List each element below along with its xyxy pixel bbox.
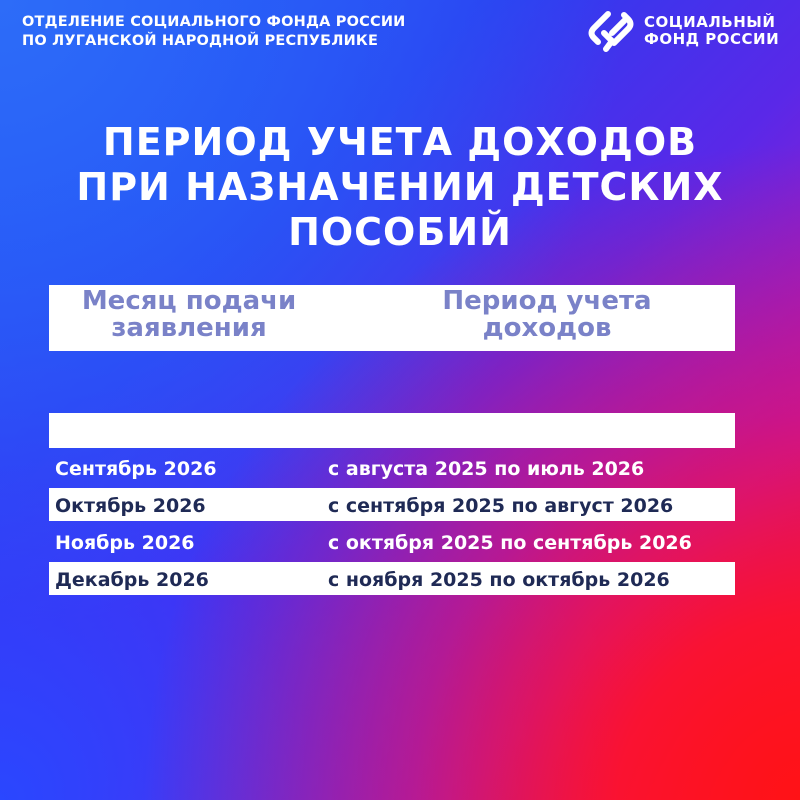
sfr-logo-icon [586,6,636,56]
row-period: с ноября 2025 по октябрь 2026 [328,569,670,591]
page-title [0,120,800,255]
row-month: Декабрь 2026 [55,569,209,591]
table-row [49,488,735,521]
column-header-month-line-1: Месяц подачи [81,286,297,316]
table-row [49,562,735,595]
row-period: с сентября 2025 по август 2026 [328,495,674,517]
row-month: Сентябрь 2026 [55,458,217,480]
row-period: с августа 2025 по июль 2026 [328,458,645,480]
organization-name [22,13,442,51]
column-header-period [382,288,712,342]
row-period: с октября 2025 по сентябрь 2026 [328,532,692,554]
row-month: Октябрь 2026 [55,495,206,517]
table-separator-bar [49,413,735,448]
logo-text-line-2: ФОНД РОССИИ [644,30,780,48]
logo-text-line-1: СОЦИАЛЬНЫЙ [644,13,776,31]
organization-line-2: ПО ЛУГАНСКОЙ НАРОДНОЙ РЕСПУБЛИКЕ [22,33,379,49]
column-header-period-line-2: доходов [482,313,612,343]
row-month: Ноябрь 2026 [55,532,195,554]
sfr-logo-text [644,14,779,48]
column-header-month [49,288,329,342]
table-row [49,525,735,558]
table-header [49,285,735,351]
title-line-1: ПЕРИОД УЧЕТА ДОХОДОВ [102,120,698,164]
table-row [49,451,735,484]
organization-line-1: ОТДЕЛЕНИЕ СОЦИАЛЬНОГО ФОНДА РОССИИ [22,14,406,30]
sfr-logo [586,6,779,56]
title-line-3: ПОСОБИЙ [288,210,512,254]
column-header-period-line-1: Период учета [442,286,652,316]
column-header-month-line-2: заявления [111,313,267,343]
title-line-2: ПРИ НАЗНАЧЕНИИ ДЕТСКИХ [76,165,724,209]
